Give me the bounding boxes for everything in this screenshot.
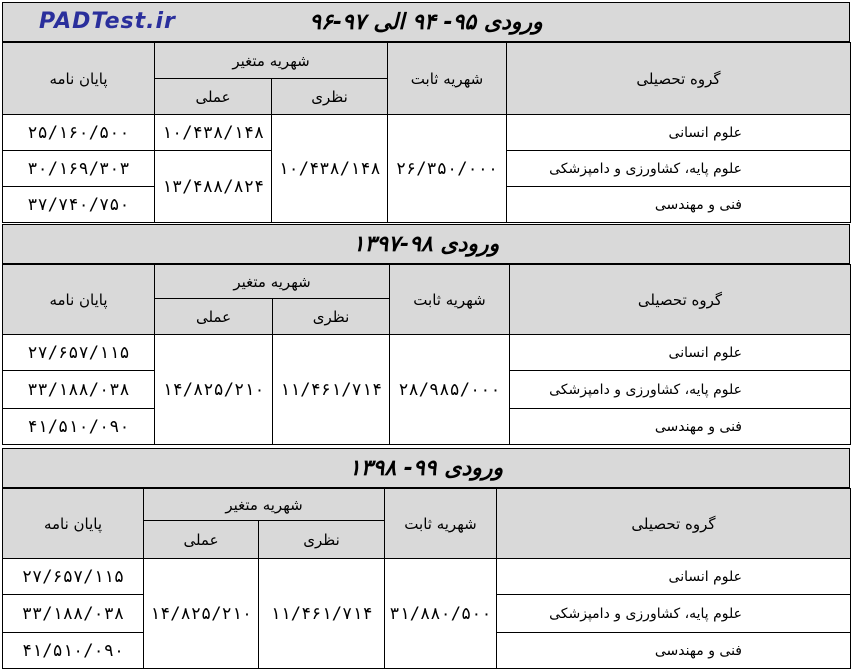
header-thesis: پایان نامه bbox=[3, 265, 155, 335]
fixed-fee-cell: ۲۶/۳۵۰/۰۰۰ bbox=[388, 115, 507, 223]
group-cell: علوم انسانی bbox=[497, 559, 851, 595]
header-variable-fee: شهریه متغیر bbox=[155, 43, 388, 79]
thesis-fee-cell: ۲۵/۱۶۰/۵۰۰ bbox=[3, 115, 155, 151]
thesis-fee-cell: ۲۷/۶۵۷/۱۱۵ bbox=[3, 335, 155, 371]
practical-fee-cell: ۱۴/۸۲۵/۲۱۰ bbox=[144, 559, 259, 669]
header-variable-fee: شهریه متغیر bbox=[155, 265, 390, 299]
theory-fee-cell: ۱۰/۴۳۸/۱۴۸ bbox=[272, 115, 388, 223]
practical-fee-cell: ۱۳/۴۸۸/۸۲۴ bbox=[155, 151, 272, 223]
header-fixed-fee: شهریه ثابت bbox=[390, 265, 510, 335]
tuition-table-3 bbox=[2, 488, 851, 669]
group-cell: علوم پایه، کشاورزی و دامپزشکی bbox=[510, 371, 851, 409]
theory-fee-cell: ۱۱/۴۶۱/۷۱۴ bbox=[273, 335, 390, 445]
header-theory: نظری bbox=[273, 299, 390, 335]
thesis-fee-cell: ۳۳/۱۸۸/۰۳۸ bbox=[3, 595, 144, 633]
group-cell: علوم انسانی bbox=[510, 335, 851, 371]
section-1-title: ورودی ۹۵- ۹۴ الی ۹۷-۹۶ bbox=[309, 9, 543, 35]
header-fixed-fee: شهریه ثابت bbox=[388, 43, 507, 115]
header-fixed-fee: شهریه ثابت bbox=[385, 489, 497, 559]
group-cell: فنی و مهندسی bbox=[507, 187, 851, 223]
fixed-fee-cell: ۲۸/۹۸۵/۰۰۰ bbox=[390, 335, 510, 445]
thesis-fee-cell: ۳۳/۱۸۸/۰۳۸ bbox=[3, 371, 155, 409]
fixed-fee-cell: ۳۱/۸۸۰/۵۰۰ bbox=[385, 559, 497, 669]
header-thesis: پایان نامه bbox=[3, 43, 155, 115]
thesis-fee-cell: ۴۱/۵۱۰/۰۹۰ bbox=[3, 633, 144, 669]
section-3-title: ورودی ۹۹- ۱۳۹۸ bbox=[348, 455, 504, 481]
practical-fee-cell: ۱۴/۸۲۵/۲۱۰ bbox=[155, 335, 273, 445]
header-group: گروه تحصیلی bbox=[510, 265, 851, 335]
thesis-fee-cell: ۳۰/۱۶۹/۳۰۳ bbox=[3, 151, 155, 187]
header-practical: عملی bbox=[155, 79, 272, 115]
header-thesis: پایان نامه bbox=[3, 489, 144, 559]
theory-fee-cell: ۱۱/۴۶۱/۷۱۴ bbox=[259, 559, 385, 669]
group-cell: علوم انسانی bbox=[507, 115, 851, 151]
section-3-title-bar bbox=[2, 448, 850, 488]
tuition-table-1 bbox=[2, 42, 851, 223]
section-2-title: ورودی ۹۸-۱۳۹۷ bbox=[352, 231, 500, 257]
group-cell: فنی و مهندسی bbox=[497, 633, 851, 669]
thesis-fee-cell: ۴۱/۵۱۰/۰۹۰ bbox=[3, 409, 155, 445]
header-practical: عملی bbox=[155, 299, 273, 335]
header-group: گروه تحصیلی bbox=[497, 489, 851, 559]
header-theory: نظری bbox=[259, 521, 385, 559]
group-cell: فنی و مهندسی bbox=[510, 409, 851, 445]
group-cell: علوم پایه، کشاورزی و دامپزشکی bbox=[497, 595, 851, 633]
group-cell: علوم پایه، کشاورزی و دامپزشکی bbox=[507, 151, 851, 187]
thesis-fee-cell: ۳۷/۷۴۰/۷۵۰ bbox=[3, 187, 155, 223]
site-logo: PADTest.ir bbox=[39, 9, 176, 34]
section-1-title-bar bbox=[2, 2, 850, 42]
tuition-table-2 bbox=[2, 264, 851, 445]
header-theory: نظری bbox=[272, 79, 388, 115]
header-group: گروه تحصیلی bbox=[507, 43, 851, 115]
practical-fee-cell: ۱۰/۴۳۸/۱۴۸ bbox=[155, 115, 272, 151]
section-2-title-bar bbox=[2, 224, 850, 264]
thesis-fee-cell: ۲۷/۶۵۷/۱۱۵ bbox=[3, 559, 144, 595]
header-variable-fee: شهریه متغیر bbox=[144, 489, 385, 521]
header-practical: عملی bbox=[144, 521, 259, 559]
